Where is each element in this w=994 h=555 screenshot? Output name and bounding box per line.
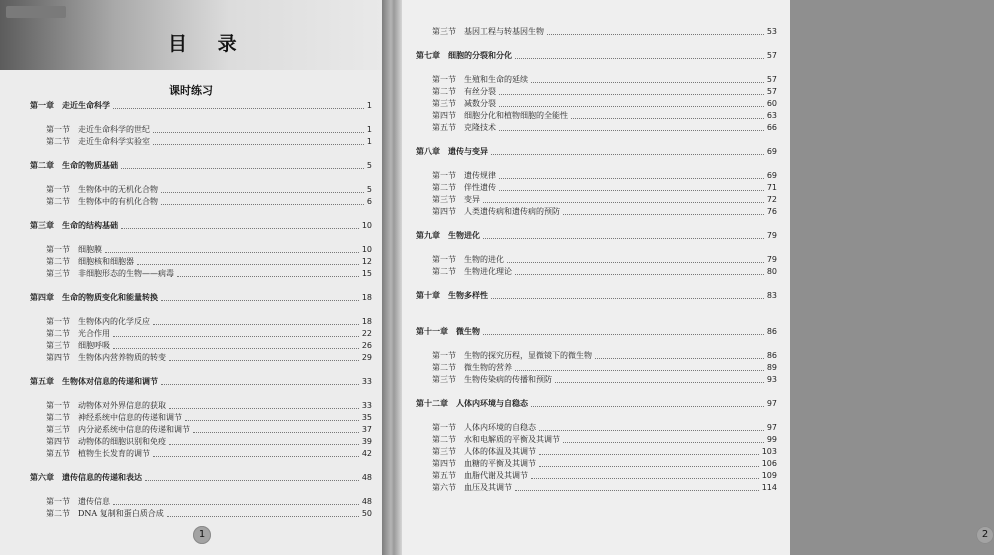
section-title: 课时练习 [169,84,213,97]
entry-title: 血压及其调节 [464,483,512,492]
toc-section-entry[interactable] [416,374,777,386]
entry-page: 12 [361,257,372,266]
toc-section-entry[interactable] [30,316,372,328]
toc-section-entry[interactable] [416,206,777,218]
entry-label: 第三节 [432,195,456,204]
entry-title: 生物体内的化学反应 [78,317,150,326]
toc-section-entry[interactable] [416,482,777,494]
toc-section-entry[interactable] [416,254,777,266]
leader-dots [515,273,764,275]
entry-label: 第一节 [432,75,456,84]
leader-dots [153,323,359,325]
entry-title: 人体的体温及其调节 [464,447,536,456]
toc-section-entry[interactable] [416,26,777,38]
leader-dots [515,369,764,371]
leader-dots [499,177,764,179]
entry-page: 33 [361,377,372,386]
entry-title: 植物生长发育的调节 [78,449,150,458]
leader-dots [167,515,359,517]
leader-dots [113,503,359,505]
entry-label: 第三节 [46,341,70,350]
entry-label: 第一节 [46,497,70,506]
entry-label: 第一节 [432,255,456,264]
leader-dots [499,105,764,107]
entry-page: 10 [361,245,372,254]
leader-dots [113,107,364,109]
entry-title: 生物体中的无机化合物 [78,185,158,194]
leader-dots [121,167,364,169]
toc-chapter-entry[interactable] [30,160,372,172]
entry-page: 5 [366,161,372,170]
entry-title: 细胞膜 [78,245,102,254]
toc-section-entry[interactable] [416,74,777,86]
entry-label: 第四节 [432,459,456,468]
entry-label: 第二节 [432,183,456,192]
leader-dots [515,489,759,491]
entry-title: 人类遗传病和遗传病的预防 [464,207,560,216]
entry-label: 第三节 [432,447,456,456]
entry-label: 第三节 [432,27,456,36]
spacer [416,338,777,350]
entry-title: 生物体内营养物质的转变 [78,353,166,362]
entry-page: 79 [766,255,777,264]
spacer [30,112,372,124]
entry-page: 5 [366,185,372,194]
leader-dots [491,153,764,155]
spacer [30,280,372,292]
entry-title: 变异 [464,195,480,204]
entry-label: 第三节 [432,375,456,384]
leader-dots [483,237,764,239]
entry-page: 80 [766,267,777,276]
leader-dots [121,227,359,229]
spacer [416,410,777,422]
toc-section-entry[interactable] [30,196,372,208]
entry-label: 第二节 [432,267,456,276]
entry-page: 10 [361,221,372,230]
entry-label: 第一节 [432,351,456,360]
entry-label: 第二节 [46,137,70,146]
toc-section-entry[interactable] [30,268,372,280]
toc-section-entry[interactable] [416,182,777,194]
toc-section-entry[interactable] [30,352,372,364]
entry-page: 86 [766,327,777,336]
entry-title: 人体内环境与自稳态 [456,399,528,408]
entry-page: 35 [361,413,372,422]
entry-title: DNA 复制和蛋白质合成 [78,509,164,518]
entry-label: 第一节 [46,401,70,410]
toc-section-entry[interactable] [416,86,777,98]
toc-section-entry[interactable] [30,256,372,268]
entry-label: 第一节 [432,171,456,180]
entry-page: 57 [766,75,777,84]
entry-page: 39 [361,437,372,446]
entry-label: 第一节 [46,185,70,194]
entry-label: 第四节 [46,437,70,446]
entry-page: 93 [766,375,777,384]
entry-page: 6 [366,197,372,206]
toc-section-entry[interactable] [416,446,777,458]
entry-page: 37 [361,425,372,434]
toc-chapter-entry[interactable] [30,376,372,388]
spacer [416,302,777,314]
entry-label: 第二节 [432,363,456,372]
entry-page: 1 [366,137,372,146]
leader-dots [483,333,764,335]
leader-dots [137,263,359,265]
right-page [402,0,989,555]
spacer [416,218,777,230]
toc-section-entry[interactable] [416,98,777,110]
entry-label: 第三章 [30,221,54,230]
toc-section-entry[interactable] [30,184,372,196]
spacer [30,172,372,184]
toc-title: 目 录 [168,33,249,55]
toc-section-entry[interactable] [30,496,372,508]
entry-title: 生物传染病的传播和预防 [464,375,552,384]
leader-dots [539,429,764,431]
entry-page: 69 [766,171,777,180]
leader-dots [499,93,764,95]
toc-section-entry[interactable] [30,424,372,436]
entry-page: 26 [361,341,372,350]
toc-chapter-entry[interactable] [30,100,372,112]
entry-page: 18 [361,317,372,326]
entry-page: 42 [361,449,372,458]
entry-title: 血脂代谢及其调节 [464,471,528,480]
leader-dots [153,131,364,133]
leader-dots [539,465,759,467]
leader-dots [153,455,359,457]
leader-dots [563,213,764,215]
leader-dots [499,129,764,131]
toc-chapter-entry[interactable] [416,50,777,62]
entry-page: 53 [766,27,777,36]
entry-label: 第八章 [416,147,440,156]
toc-section-entry[interactable] [416,470,777,482]
entry-label: 第七章 [416,51,440,60]
leader-dots [571,117,764,119]
leader-dots [555,381,764,383]
entry-page: 76 [766,207,777,216]
leader-dots [161,299,359,301]
entry-page: 103 [761,447,777,456]
entry-label: 第四节 [432,207,456,216]
entry-title: 内分泌系统中信息的传递和调节 [78,425,190,434]
toc-chapter-entry[interactable] [416,146,777,158]
leader-dots [113,347,359,349]
page-number-left: 1 [193,526,211,544]
entry-title: 遗传规律 [464,171,496,180]
series-label-mark [6,6,66,18]
spacer [416,158,777,170]
entry-page: 97 [766,399,777,408]
entry-page: 97 [766,423,777,432]
toc-chapter-entry[interactable] [416,230,777,242]
entry-page: 72 [766,195,777,204]
entry-page: 114 [761,483,777,492]
entry-title: 生物体中的有机化合物 [78,197,158,206]
entry-page: 1 [366,101,372,110]
spacer [416,242,777,254]
toc-section-entry[interactable] [416,122,777,134]
leader-dots [153,143,364,145]
entry-title: 走近生命科学的世纪 [78,125,150,134]
toc-chapter-entry[interactable] [30,292,372,304]
entry-title: 生命的结构基础 [62,221,118,230]
entry-title: 细胞分化和植物细胞的全能性 [464,111,568,120]
spacer [416,62,777,74]
entry-label: 第二节 [432,435,456,444]
right-toc-list [416,26,777,494]
entry-title: 克隆技术 [464,123,496,132]
entry-label: 第二章 [30,161,54,170]
toc-chapter-entry[interactable] [30,220,372,232]
entry-title: 生物体对信息的传递和调节 [62,377,158,386]
entry-label: 第二节 [46,413,70,422]
entry-title: 生物多样性 [448,291,488,300]
toc-section-entry[interactable] [30,136,372,148]
leader-dots [161,383,359,385]
entry-title: 走近生命科学实验室 [78,137,150,146]
leader-dots [595,357,764,359]
page-number-right: 2 [976,526,994,544]
spacer [416,134,777,146]
entry-title: 微生物 [456,327,480,336]
entry-title: 遗传信息 [78,497,110,506]
entry-page: 22 [361,329,372,338]
entry-page: 63 [766,111,777,120]
entry-title: 细胞的分裂和分化 [448,51,512,60]
toc-section-entry[interactable] [416,266,777,278]
left-toc-list [30,100,372,520]
spacer [416,314,777,326]
entry-title: 生物进化理论 [464,267,512,276]
entry-label: 第五节 [432,123,456,132]
entry-title: 生物进化 [448,231,480,240]
entry-page: 33 [361,401,372,410]
leader-dots [499,189,764,191]
entry-title: 减数分裂 [464,99,496,108]
spacer [30,460,372,472]
entry-page: 89 [766,363,777,372]
entry-page: 18 [361,293,372,302]
entry-label: 第四章 [30,293,54,302]
leader-dots [161,191,364,193]
entry-page: 83 [766,291,777,300]
entry-label: 第五节 [46,449,70,458]
entry-page: 99 [766,435,777,444]
entry-label: 第五节 [432,471,456,480]
spacer [30,484,372,496]
entry-title: 动物体对外界信息的获取 [78,401,166,410]
entry-title: 有丝分裂 [464,87,496,96]
entry-title: 动物体的细胞识别和免疫 [78,437,166,446]
entry-title: 遗传与变异 [448,147,488,156]
entry-label: 第十一章 [416,327,448,336]
leader-dots [531,477,759,479]
leader-dots [547,33,764,35]
left-page [0,0,382,555]
spacer [30,232,372,244]
leader-dots [169,443,359,445]
toc-section-entry[interactable] [30,508,372,520]
leader-dots [507,261,764,263]
spacer [30,304,372,316]
entry-title: 基因工程与转基因生物 [464,27,544,36]
entry-title: 水和电解质的平衡及其调节 [464,435,560,444]
toc-chapter-entry[interactable] [416,326,777,338]
leader-dots [169,407,359,409]
spacer [416,278,777,290]
leader-dots [105,251,359,253]
toc-section-entry[interactable] [416,110,777,122]
entry-label: 第十二章 [416,399,448,408]
toc-section-entry[interactable] [30,412,372,424]
entry-title: 伴性遗传 [464,183,496,192]
entry-title: 生殖和生命的延续 [464,75,528,84]
entry-page: 15 [361,269,372,278]
leader-dots [515,57,764,59]
entry-page: 69 [766,147,777,156]
book-gutter [382,0,402,555]
entry-label: 第二节 [46,509,70,518]
entry-page: 29 [361,353,372,362]
entry-title: 细胞核和细胞器 [78,257,134,266]
entry-title: 生物的进化 [464,255,504,264]
entry-label: 第三节 [432,99,456,108]
toc-section-entry[interactable] [416,458,777,470]
toc-section-entry[interactable] [416,434,777,446]
entry-page: 66 [766,123,777,132]
entry-title: 生命的物质变化和能量转换 [62,293,158,302]
toc-section-entry[interactable] [30,340,372,352]
entry-label: 第一节 [46,317,70,326]
toc-section-entry[interactable] [30,436,372,448]
spacer [416,386,777,398]
spacer [416,38,777,50]
entry-label: 第三节 [46,269,70,278]
leader-dots [531,81,764,83]
entry-page: 48 [361,473,372,482]
entry-page: 71 [766,183,777,192]
leader-dots [145,479,359,481]
entry-title: 非细胞形态的生物——病毒 [78,269,174,278]
spacer [30,388,372,400]
leader-dots [539,453,759,455]
entry-page: 79 [766,231,777,240]
leader-dots [177,275,359,277]
entry-page: 1 [366,125,372,134]
toc-chapter-entry[interactable] [416,290,777,302]
entry-label: 第一章 [30,101,54,110]
entry-title: 生物的探究历程，显微镜下的微生物 [464,351,592,360]
leader-dots [169,359,359,361]
entry-label: 第十章 [416,291,440,300]
toc-section-entry[interactable] [416,194,777,206]
toc-section-entry[interactable] [416,170,777,182]
leader-dots [185,419,359,421]
entry-page: 57 [766,51,777,60]
entry-label: 第一节 [46,125,70,134]
toc-section-entry[interactable] [30,244,372,256]
toc-section-entry[interactable] [416,422,777,434]
entry-page: 50 [361,509,372,518]
entry-title: 人体内环境的自稳态 [464,423,536,432]
entry-label: 第五章 [30,377,54,386]
entry-label: 第二节 [46,257,70,266]
entry-title: 走近生命科学 [62,101,110,110]
entry-page: 57 [766,87,777,96]
entry-page: 106 [761,459,777,468]
toc-chapter-entry[interactable] [416,398,777,410]
toc-section-entry[interactable] [416,362,777,374]
leader-dots [113,335,359,337]
leader-dots [491,297,764,299]
toc-chapter-entry[interactable] [30,472,372,484]
entry-label: 第二节 [432,87,456,96]
entry-page: 60 [766,99,777,108]
entry-label: 第四节 [46,353,70,362]
entry-title: 神经系统中信息的传递和调节 [78,413,182,422]
entry-label: 第六章 [30,473,54,482]
entry-label: 第四节 [432,111,456,120]
leader-dots [531,405,764,407]
entry-title: 血糖的平衡及其调节 [464,459,536,468]
entry-title: 光合作用 [78,329,110,338]
leader-dots [193,431,359,433]
entry-title: 微生物的营养 [464,363,512,372]
entry-page: 86 [766,351,777,360]
leader-dots [161,203,364,205]
entry-title: 细胞呼吸 [78,341,110,350]
toc-section-entry[interactable] [30,400,372,412]
toc-section-entry[interactable] [416,350,777,362]
entry-label: 第一节 [432,423,456,432]
toc-section-entry[interactable] [30,328,372,340]
entry-title: 遗传信息的传递和表达 [62,473,142,482]
entry-title: 生命的物质基础 [62,161,118,170]
entry-label: 第六节 [432,483,456,492]
spacer [30,208,372,220]
entry-label: 第二节 [46,197,70,206]
leader-dots [563,441,764,443]
toc-section-entry[interactable] [30,124,372,136]
spacer [30,364,372,376]
entry-page: 109 [761,471,777,480]
toc-section-entry[interactable] [30,448,372,460]
entry-label: 第一节 [46,245,70,254]
entry-label: 第二节 [46,329,70,338]
entry-label: 第三节 [46,425,70,434]
leader-dots [483,201,764,203]
spacer [30,148,372,160]
entry-label: 第九章 [416,231,440,240]
entry-page: 48 [361,497,372,506]
